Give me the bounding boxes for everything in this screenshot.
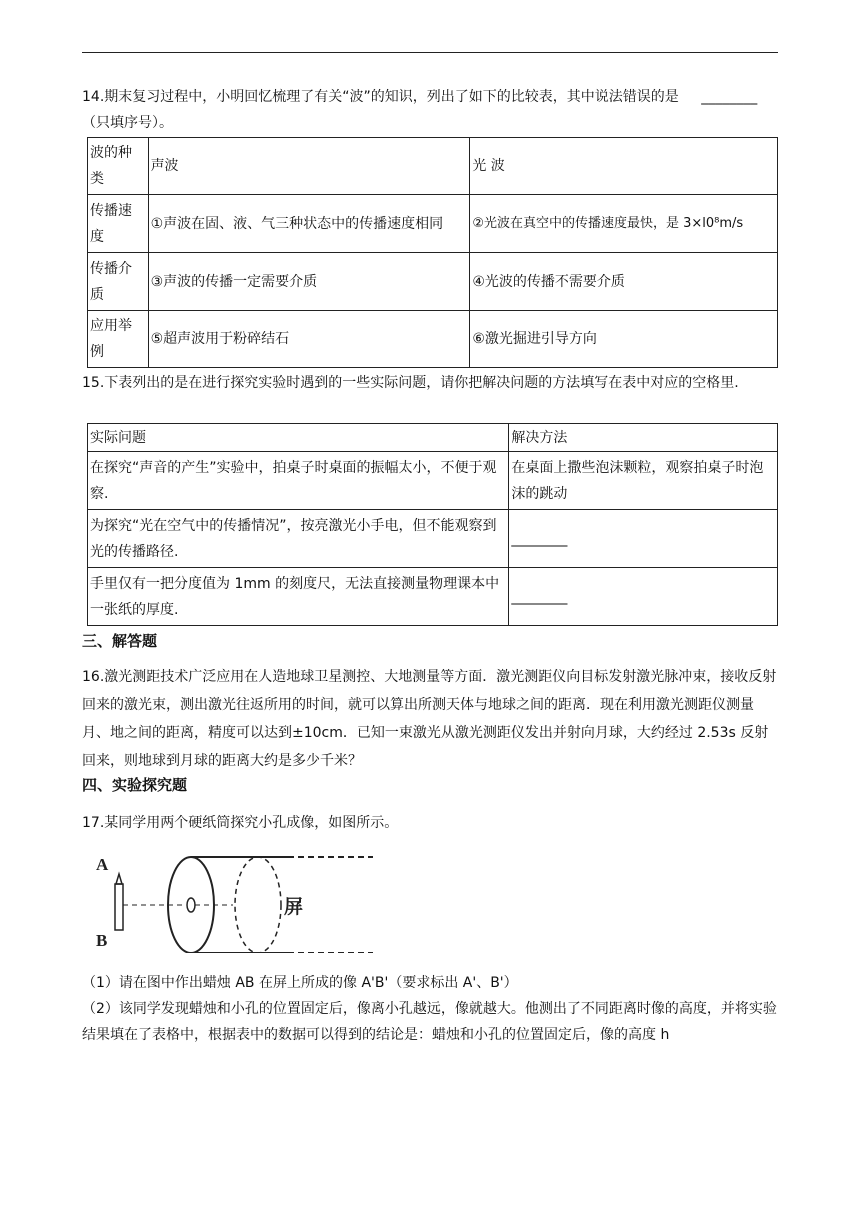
- q14-line2: （只填序号）。: [82, 115, 173, 131]
- q14-table: [87, 137, 778, 368]
- section-heading: 四、实验探究题: [82, 776, 188, 794]
- table-cell: ②光波在真空中的传播速度最快，是 3×l0⁸m/s: [470, 195, 778, 253]
- table-header: 实际问题: [88, 424, 509, 452]
- pinhole: [187, 898, 195, 912]
- table-cell: 声波: [148, 138, 470, 195]
- question-15: 15.下表列出的是在进行探究实验时遇到的一些实际问题，请你把解决问题的方法填写在表中对应的空格里.: [82, 375, 739, 391]
- question-17: 17.某同学用两个硬纸筒探究小孔成像，如图所示。: [82, 815, 399, 831]
- table-cell: ①声波在固、液、气三种状态中的传播速度相同: [148, 195, 470, 253]
- table-row: [88, 138, 778, 195]
- section-heading: 三、解答题: [82, 632, 158, 650]
- q14-line1: 14.期末复习过程中，小明回忆梳理了有关“波”的知识，列出了如下的比较表，其中说法错误的是: [82, 89, 679, 105]
- answer-blank: ________: [509, 510, 778, 568]
- table-cell: 传播介质: [88, 253, 149, 311]
- table-row: [88, 195, 778, 253]
- table-cell: 波的种类: [88, 138, 149, 195]
- q14-answer-blank: ________: [701, 89, 758, 105]
- table-cell: ⑤超声波用于粉碎结石: [148, 311, 470, 368]
- table-cell: ④光波的传播不需要介质: [470, 253, 778, 311]
- table-row: [88, 568, 778, 626]
- table-cell: ③声波的传播一定需要介质: [148, 253, 470, 311]
- header-rule: [82, 52, 778, 53]
- table-row: [88, 452, 778, 510]
- table-cell: 应用举例: [88, 311, 149, 368]
- table-cell: 传播速度: [88, 195, 149, 253]
- table-row: [88, 311, 778, 368]
- candle-icon: [115, 874, 123, 930]
- table-header-row: [88, 424, 778, 452]
- table-cell: ⑥激光掘进引导方向: [470, 311, 778, 368]
- table-cell: 在探究“声音的产生”实验中，拍桌子时桌面的振幅太小，不便于观察.: [88, 452, 509, 510]
- answer-blank: ________: [509, 568, 778, 626]
- table-cell: 在桌面上撒些泡沫颗粒，观察拍桌子时泡沫的跳动: [509, 452, 778, 510]
- label-b: B: [96, 931, 108, 950]
- table-row: [88, 253, 778, 311]
- table-cell: 手里仅有一把分度值为 1mm 的刻度尺，无法直接测量物理课本中一张纸的厚度.: [88, 568, 509, 626]
- cylinder-inner: [235, 857, 373, 953]
- question-17-part-2: （2）该同学发现蜡烛和小孔的位置固定后，像离小孔越远，像就越大。他测出了不同距离时像的高度，并将实验结果填在了表格中，根据表中的数据可以得到的结论是：蜡烛和小孔的位置固定后，像的高度 h: [82, 1001, 777, 1043]
- question-16: 16.激光测距技术广泛应用在人造地球卫星测控、大地测量等方面．激光测距仪向目标发射激光脉冲束，接收反射回来的激光束，测出激光往返所用的时间，就可以算出所测天体与地球之间的距离．现在利用激光测距仪测量月、地之间的距离，精度可以达到±10cm．已知一束激光从激光测距仪发出并射向月球，大约经过 2.53s 反射回来，则地球到月球的距离大约是多少千米？: [82, 669, 777, 769]
- table-cell: 为探究“光在空气中的传播情况”，按亮激光小手电，但不能观察到光的传播路径.: [88, 510, 509, 568]
- question-17-part-1: （1）请在图中作出蜡烛 AB 在屏上所成的像 A'B'（要求标出 A'、B'）: [82, 975, 518, 991]
- question-14: [82, 84, 778, 136]
- table-header: 解决方法: [509, 424, 778, 452]
- pinhole-camera-figure: [88, 848, 378, 953]
- table-cell: 光 波: [470, 138, 778, 195]
- label-screen: 屏: [284, 896, 304, 918]
- table-row: [88, 510, 778, 568]
- q15-table: [87, 423, 778, 626]
- label-a: A: [96, 855, 109, 874]
